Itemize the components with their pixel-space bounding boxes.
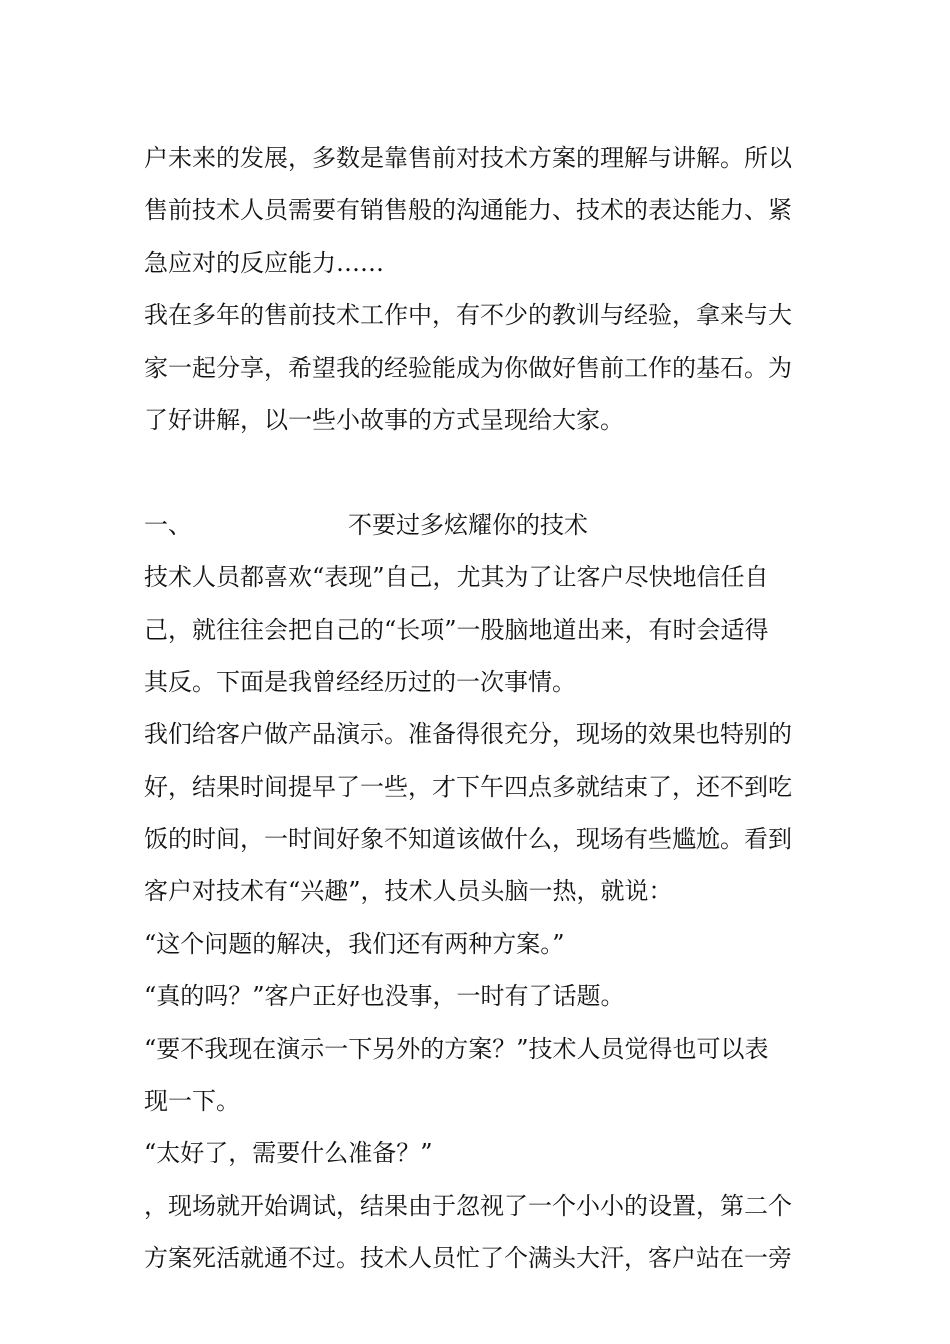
section-heading — [144, 499, 810, 551]
text-line: 技术人员都喜欢“表现”自己，尤其为了让客户尽快地信任自 — [144, 563, 769, 592]
text-line: 客户对技术有“兴趣”，技术人员头脑一热，就说： — [144, 877, 673, 906]
text-line: 急应对的反应能力…… — [144, 248, 384, 277]
text-line: 家一起分享，希望我的经验能成为你做好售前工作的基石。为 — [144, 353, 792, 382]
section-title: 不要过多炫耀你的技术 — [348, 510, 588, 539]
blank-line — [144, 446, 810, 498]
text-line: 饭的时间，一时间好象不知道该做什么，现场有些尴尬。看到 — [144, 825, 792, 854]
text-line: 我们给客户做产品演示。准备得很充分，现场的效果也特别的 — [144, 720, 792, 749]
text-line: ，现场就开始调试，结果由于忽视了一个小小的设置，第二个 — [144, 1191, 792, 1220]
text-line: 我在多年的售前技术工作中，有不少的教训与经验，拿来与大 — [144, 301, 792, 330]
document-body — [144, 132, 810, 1285]
text-line: “要不我现在演示一下另外的方案？”技术人员觉得也可以表 — [144, 1034, 769, 1063]
text-line: 己，就往往会把自己的“长项”一股脑地道出来，有时会适得 — [144, 615, 769, 644]
text-line: “太好了，需要什么准备？” — [144, 1139, 433, 1168]
text-line: 其反。下面是我曾经经历过的一次事情。 — [144, 667, 576, 696]
text-line: “真的吗？”客户正好也没事，一时有了话题。 — [144, 982, 625, 1011]
text-line: 好，结果时间提早了一些，才下午四点多就结束了，还不到吃 — [144, 772, 792, 801]
text-line: 方案死活就通不过。技术人员忙了个满头大汗，客户站在一旁 — [144, 1244, 792, 1273]
text-line: 售前技术人员需要有销售般的沟通能力、技术的表达能力、紧 — [144, 196, 792, 225]
text-line: 户未来的发展，多数是靠售前对技术方案的理解与讲解。所以 — [144, 144, 792, 172]
text-line: “这个问题的解决，我们还有两种方案。” — [144, 929, 565, 958]
text-line: 了好讲解，以一些小故事的方式呈现给大家。 — [144, 405, 624, 434]
text-line: 现一下。 — [144, 1087, 240, 1116]
section-number: 一、 — [144, 510, 192, 539]
